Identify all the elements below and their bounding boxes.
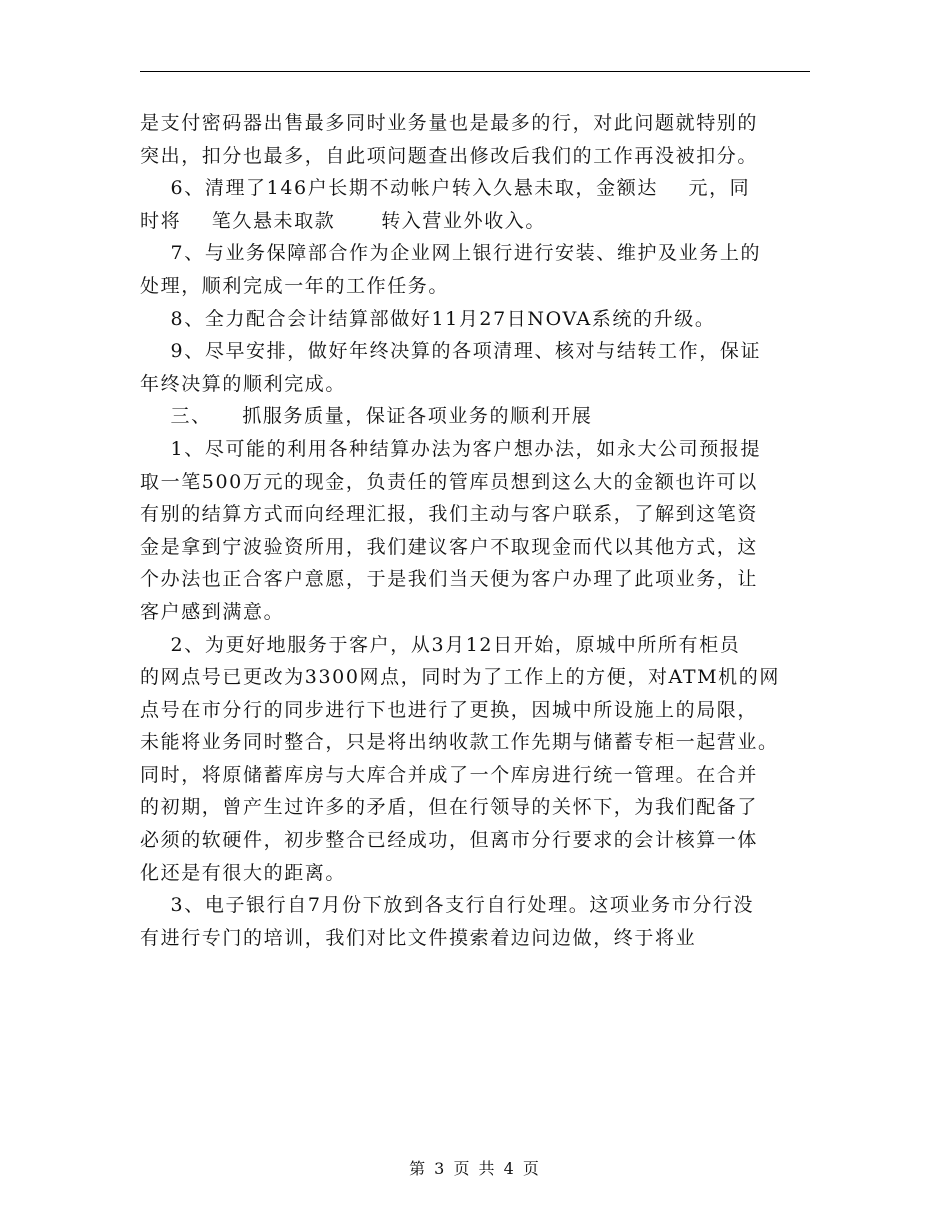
text-line: 客户感到满意。 [140,600,285,623]
text-line: 6、清理了146户长期不动帐户转入久悬未取，金额达 元，同 [140,177,751,200]
text-line: 时将 笔久悬未取款 转入营业外收入。 [140,209,546,232]
text-line: 处理，顺利完成一年的工作任务。 [140,274,450,297]
text-line: 3、电子银行自7月份下放到各支行自行处理。这项业务市分行没 [140,894,755,917]
text-line: 金是拿到宁波验资所用，我们建议客户不取现金而代以其他方式，这 [140,535,759,558]
text-line: 8、全力配合会计结算部做好11月27日NOVA系统的升级。 [140,307,716,330]
text-line: 点号在市分行的同步进行下也进行了更换，因城中所设施上的局限， [140,698,759,721]
text-line: 取一笔500万元的现金，负责任的管库员想到这么大的金额也许可以 [140,470,758,493]
text-line: 必须的软硬件，初步整合已经成功，但离市分行要求的会计核算一体 [140,829,759,852]
text-line: 有进行专门的培训，我们对比文件摸索着边问边做，终于将业 [140,926,697,949]
text-line: 9、尽早安排，做好年终决算的各项清理、核对与结转工作，保证 [140,340,762,363]
text-line: 1、尽可能的利用各种结算办法为客户想办法，如永大公司预报提 [140,437,762,460]
text-line: 化还是有很大的距离。 [140,861,347,884]
text-line: 年终决算的顺利完成。 [140,372,347,395]
section-heading: 三、 抓服务质量，保证各项业务的顺利开展 [140,405,593,428]
document-body [140,107,810,954]
text-line: 的网点号已更改为3300网点，同时为了工作上的方便，对ATM机的网 [140,666,780,689]
text-line: 未能将业务同时整合，只是将出纳收款工作先期与储蓄专柜一起营业。 [140,731,779,754]
text-line: 的初期，曾产生过许多的矛盾，但在行领导的关怀下，为我们配备了 [140,796,759,819]
page-number-footer: 第 3 页 共 4 页 [409,1159,541,1178]
text-line: 是支付密码器出售最多同时业务量也是最多的行，对此问题就特别的 [140,112,759,134]
header-rule [140,71,810,72]
text-line: 个办法也正合客户意愿，于是我们当天便为客户办理了此项业务，让 [140,568,759,591]
text-line: 突出，扣分也最多，自此项问题查出修改后我们的工作再没被扣分。 [140,144,759,167]
text-line: 2、为更好地服务于客户，从3月12日开始，原城中所所有柜员 [140,633,741,656]
text-line: 同时，将原储蓄库房与大库合并成了一个库房进行统一管理。在合并 [140,763,759,786]
text-line: 有别的结算方式而向经理汇报，我们主动与客户联系，了解到这笔资 [140,503,759,526]
text-line: 7、与业务保障部合作为企业网上银行进行安装、维护及业务上的 [140,242,762,265]
